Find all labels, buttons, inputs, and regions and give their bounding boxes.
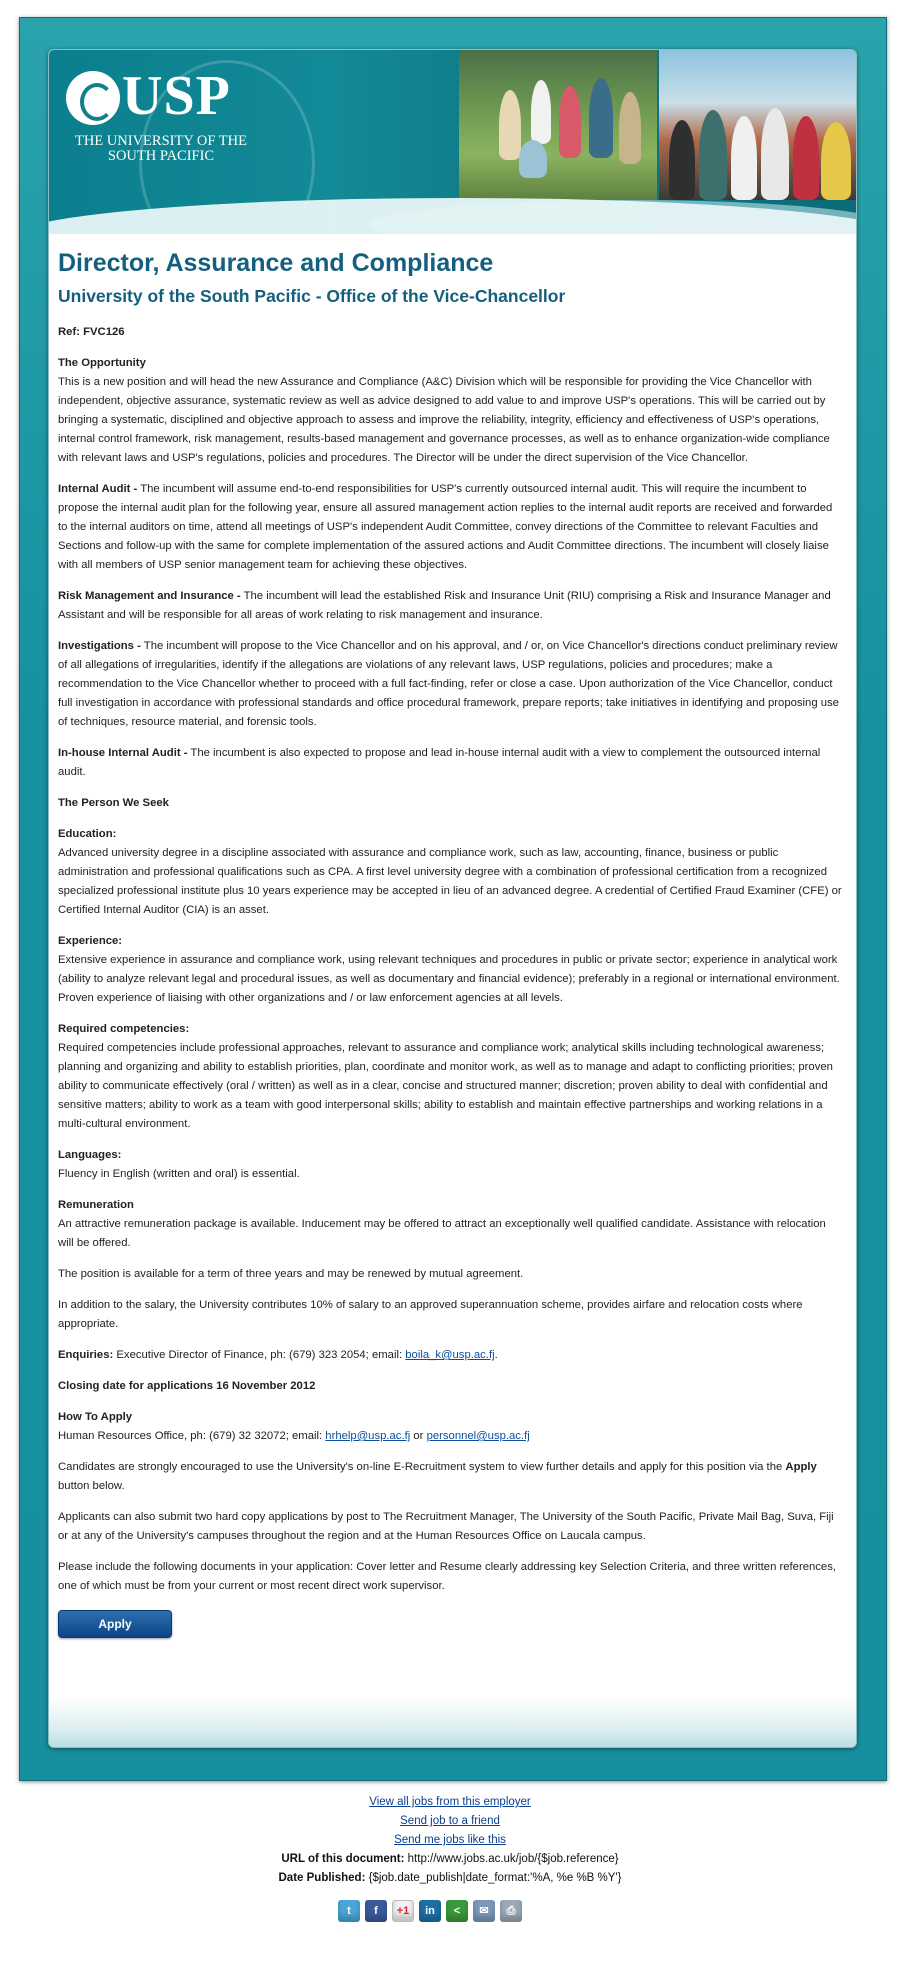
job-subtitle: University of the South Pacific - Office of the Vice-Chancellor: [58, 286, 566, 306]
document-url: URL of this document: http://www.jobs.ac.uk/job/{$job.reference}: [281, 1853, 619, 1865]
email-icon[interactable]: ✉: [473, 1900, 495, 1922]
how-to-apply-section: How To Apply Human Resources Office, ph: (679) 32 32072; email: hrhelp@usp.ac.fj or personnel@usp.ac.fj: [58, 1411, 530, 1442]
print-icon[interactable]: ⎙: [500, 1900, 522, 1922]
usp-banner: [49, 50, 856, 234]
usp-logo-subtitle: THE UNIVERSITY OF THE SOUTH PACIFIC: [75, 133, 247, 164]
inhouse-audit-section: In-house Internal Audit - The incumbent is also expected to propose and lead in-house internal audit with a view to complement the outsourced internal audit.: [58, 747, 821, 778]
hrhelp-email-link[interactable]: hrhelp@usp.ac.fj: [325, 1430, 411, 1442]
linkedin-icon[interactable]: in: [419, 1900, 441, 1922]
risk-management-section: Risk Management and Insurance - The incumbent will lead the established Risk and Insurance Unit (RIU) comprising a Risk and Insurance Manager and Assistant and will be responsible for all areas of work relating to risk management and insurance.: [58, 590, 831, 621]
opportunity-heading: The Opportunity: [58, 357, 146, 369]
opportunity-section: [58, 354, 844, 468]
opportunity-text: This is a new position and will head the new Assurance and Compliance (A&C) Division which will be responsible for providing the Vice Chancellor with independent, objective assurance, systematic review as well as advice designed to add value to and improve USP's operations. This will be carried out by bringing a systematic, disciplined and objective approach to assess and improve the reliability, integrity, efficiency and effectiveness of USP's operations, internal control framework, risk management, results-based management and governance processes, as well as to enhance organization-wide compliance with relevant laws and USP's regulations, policies and procedures. The Director will be under the direct supervision of the Vice Chancellor.: [58, 376, 830, 464]
applicants-text: Applicants can also submit two hard copy applications by post to The Recruitment Manager, The University of the South Pacific, Private Mail Bag, Suva, Fiji or at any of the University's campuses throughout the region and at the Human Resources Office on Laucala campus.: [58, 1511, 834, 1542]
experience-section: Experience: Extensive experience in assurance and compliance work, using relevant techniques and procedures in public or private sector; experience in analytical work (ability to analyze relevant legal and procedural issues, as well as documentary and financial evidence); preferably in a regional or international environment. Proven experience of liaising with other organizations and / or law enforcement agencies at all levels.: [58, 935, 840, 1004]
personnel-email-link[interactable]: personnel@usp.ac.fj: [426, 1430, 530, 1442]
job-reference: Ref: FVC126: [58, 326, 125, 338]
languages-section: Languages: Fluency in English (written and oral) is essential.: [58, 1149, 300, 1180]
job-title: Director, Assurance and Compliance: [58, 249, 494, 277]
superannuation-text: In addition to the salary, the University contributes 10% of salary to an approved superannuation scheme, provides airfare and relocation costs where appropriate.: [58, 1299, 803, 1330]
view-all-jobs-link[interactable]: View all jobs from this employer: [369, 1796, 531, 1808]
banner-photo-campus-students: [659, 50, 856, 200]
enquiries-section: Enquiries: Executive Director of Finance, ph: (679) 323 2054; email: boila_k@usp.ac.fj.: [58, 1349, 498, 1361]
card-bottom-gradient: [49, 1697, 856, 1747]
usp-logo-text: USP: [122, 65, 231, 127]
remuneration-section: Remuneration An attractive remuneration package is available. Inducement may be offered to attract an exceptionally well qualified candidate. Assistance with relocation will be offered.: [58, 1199, 826, 1249]
competencies-section: Required competencies: Required competencies include professional approaches, relevant to assurance and compliance work; analytical skills including technological awareness; planning and organizing and ability to establish priorities, plan, coordinate and monitor work, as well as to manage and adapt to conflicting priorities; proven ability to communicate effectively (oral / written) as well as in a clear, concise and structured manner; discretion; proven ability to deal with confidential and sensitive matters; ability to work as a team with good interpersonal skills; ability to establish and maintain effective partnerships and working relations in a multi-cultural environment.: [58, 1023, 833, 1130]
twitter-icon[interactable]: t: [338, 1900, 360, 1922]
job-card: [48, 49, 857, 1748]
share-icon[interactable]: <: [446, 1900, 468, 1922]
page-footer: [0, 1793, 900, 1888]
facebook-icon[interactable]: f: [365, 1900, 387, 1922]
page-frame: [19, 17, 887, 1781]
job-description: [58, 246, 844, 1638]
person-we-seek-heading: The Person We Seek: [58, 797, 169, 809]
share-icons: [338, 1900, 522, 1924]
education-section: Education: Advanced university degree in a discipline associated with assurance and compliance work, such as law, accounting, finance, business or public administration and professional qualifications such as CPA. A first level university degree with a combination of professional certification from a recognized specialized professional institute plus 10 years experience may be accepted in lieu of an advanced degree. A credential of Certified Fraud Examiner (CFE) or Certified Internal Auditor (CIA) is an asset.: [58, 828, 842, 916]
investigations-section: Investigations - The incumbent will propose to the Vice Chancellor and on his approval, and / or, on Vice Chancellor's directions conduct preliminary review of all allegations of irregularities, identify if the allegations are violations of any relevant laws, USP regulations, policies and procedures; make a recommendation to the Vice Chancellor whether to proceed with a full fact-finding, refer or close a case. Upon authorization of the Vice Chancellor, conduct full investigation in accordance with professional standards and office procedural framework, prepare reports; take initiatives in identifying and proposing use of techniques, resource material, and forensic tools.: [58, 640, 839, 728]
send-to-friend-link[interactable]: Send job to a friend: [400, 1815, 500, 1827]
apply-button[interactable]: Apply: [58, 1610, 172, 1638]
term-text: The position is available for a term of three years and may be renewed by mutual agreement.: [58, 1268, 524, 1280]
google-plus-one-icon[interactable]: +1: [392, 1900, 414, 1922]
banner-photo-students-lawn: [459, 50, 657, 200]
closing-date: Closing date for applications 16 November 2012: [58, 1380, 316, 1392]
enquiries-email-link[interactable]: boila_k@usp.ac.fj: [405, 1349, 495, 1361]
internal-audit-section: Internal Audit - The incumbent will assume end-to-end responsibilities for USP's currently outsourced internal audit. This will require the incumbent to propose the internal audit plan for the following year, ensure all assured management action replies to the internal audit reports are received and forwarded to the internal auditors on time, attend all meetings of USP's independent Audit Committee, convey directions of the Committee to relevant Faculties and Sections and follow-up with the same for complete implementation of the assured actions and Audit Committee directions. The incumbent will closely liaise with all members of USP senior management team for achieving these objectives.: [58, 483, 833, 571]
usp-logo-emblem-icon: [66, 71, 120, 125]
candidates-text: Candidates are strongly encouraged to use the University's on-line E-Recruitment system to view further details and apply for this position via the Apply button below.: [58, 1461, 817, 1492]
date-published: Date Published: {$job.date_publish|date_format:'%A, %e %B %Y'}: [278, 1872, 622, 1884]
documents-text: Please include the following documents in your application: Cover letter and Resume clearly addressing key Selection Criteria, and three written references, one of which must be from your current or most recent direct work supervisor.: [58, 1561, 837, 1592]
send-me-jobs-link[interactable]: Send me jobs like this: [394, 1834, 506, 1846]
